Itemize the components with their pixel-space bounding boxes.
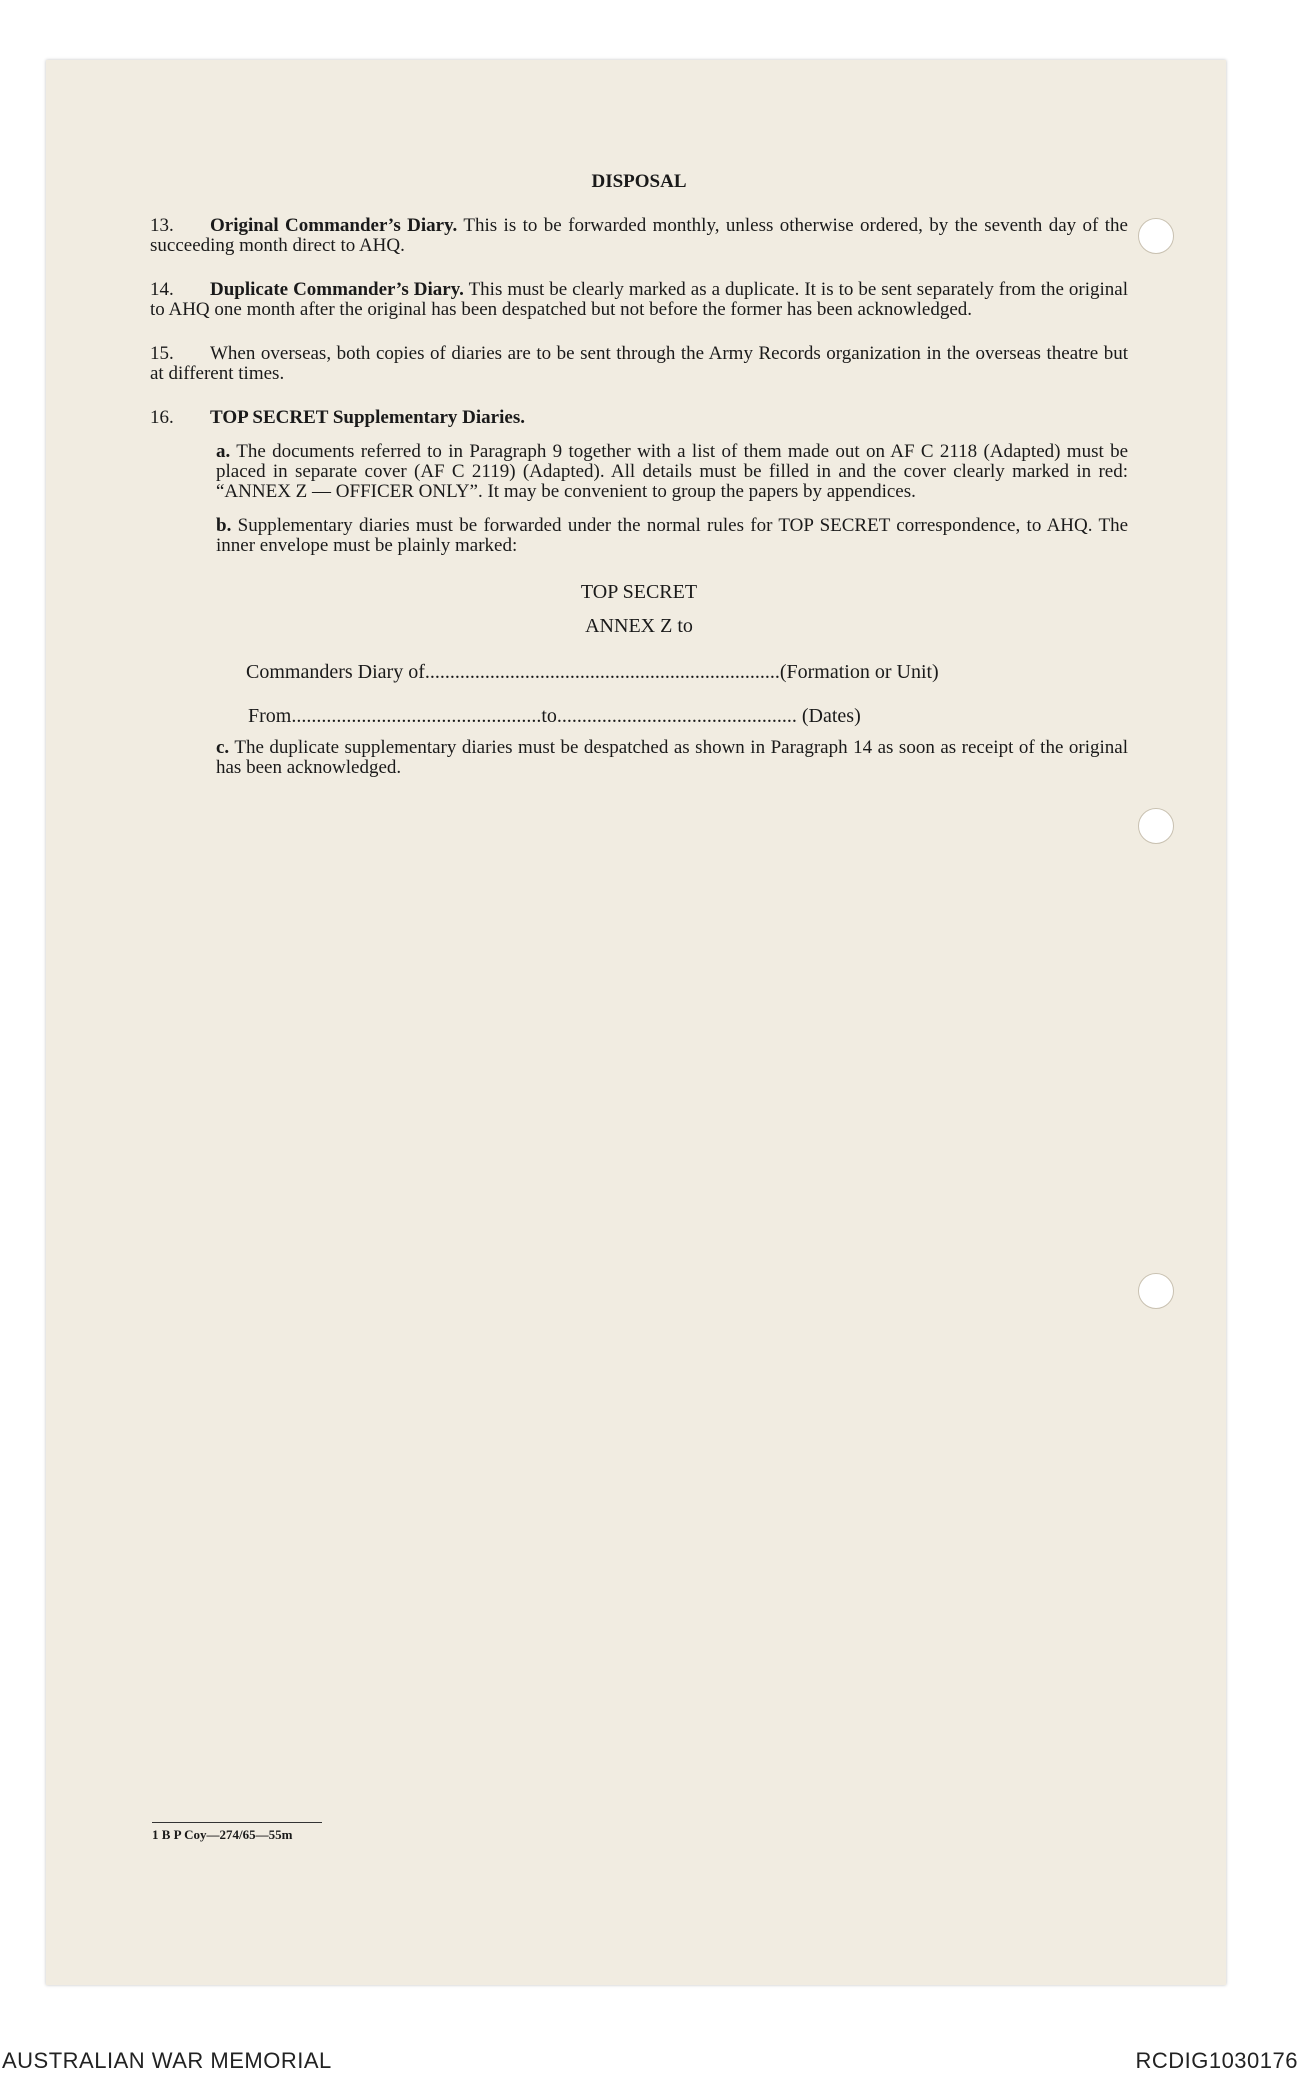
- paragraph-title: TOP SECRET Supplementary Diaries.: [210, 407, 525, 428]
- marking-annex-z: ANNEX Z to: [585, 615, 693, 637]
- section-heading: DISPOSAL: [591, 171, 687, 192]
- paragraph-16: [150, 408, 1128, 428]
- subparagraph-label: b.: [216, 515, 232, 536]
- punch-hole: [1138, 1273, 1174, 1309]
- paragraph-number: 15.: [150, 343, 174, 364]
- dates-line: From..................................................to................................................ (Dates): [248, 705, 861, 727]
- punch-hole: [1138, 808, 1174, 844]
- paragraph-14: [150, 280, 1128, 320]
- paragraph-number: 14.: [150, 279, 174, 300]
- paragraph-13: [150, 216, 1128, 256]
- document-body: [150, 172, 1128, 792]
- archive-caption-right: RCDIG1030176: [1135, 2048, 1298, 2073]
- paragraph-text: This must be clearly marked as a duplicate. It is to be sent separately from the original to AHQ one month after the original has been despatched but not before the former has been acknowledged.: [150, 279, 1128, 320]
- paragraph-text: This is to be forwarded monthly, unless otherwise ordered, by the seventh day of the succeeding month direct to AHQ.: [150, 215, 1128, 256]
- commanders-diary-line: Commanders Diary of.......................................................................(Formation or Unit): [246, 661, 939, 683]
- subparagraph-text: The duplicate supplementary diaries must be despatched as shown in Paragraph 14 as soon as receipt of the original has been acknowledged.: [216, 737, 1128, 778]
- subparagraph-text: Supplementary diaries must be forwarded under the normal rules for TOP SECRET correspondence, to AHQ. The inner envelope must be plainly marked:: [216, 515, 1128, 556]
- subparagraph-b: [216, 516, 1128, 556]
- paragraph-text: When overseas, both copies of diaries are to be sent through the Army Records organization in the overseas theatre but at different times.: [150, 343, 1128, 384]
- subparagraph-label: a.: [216, 441, 231, 462]
- subparagraph-c: [216, 738, 1128, 778]
- paragraph-number: 16.: [150, 407, 174, 428]
- archive-caption-left: AUSTRALIAN WAR MEMORIAL: [2, 2048, 332, 2073]
- marking-top-secret: TOP SECRET: [580, 581, 698, 603]
- subparagraph-a: [216, 442, 1128, 502]
- paragraph-title: Duplicate Commander’s Diary.: [210, 279, 464, 300]
- paragraph-15: [150, 344, 1128, 384]
- subparagraph-label: c.: [216, 737, 230, 758]
- subparagraph-text: The documents referred to in Paragraph 9 together with a list of them made out on AF C 2118 (Adapted) must be placed in separate cover (AF C 2119) (Adapted). All details must be filled in and the cover clearly marked in red: “ANNEX Z — OFFICER ONLY”. It may be convenient to group the papers by appendices.: [216, 441, 1128, 502]
- punch-hole: [1138, 218, 1174, 254]
- print-code: 1 B P Coy—274/65—55m: [152, 1827, 293, 1842]
- paragraph-number: 13.: [150, 215, 174, 236]
- paragraph-title: Original Commander’s Diary.: [210, 215, 458, 236]
- footer-rule: [152, 1822, 322, 1823]
